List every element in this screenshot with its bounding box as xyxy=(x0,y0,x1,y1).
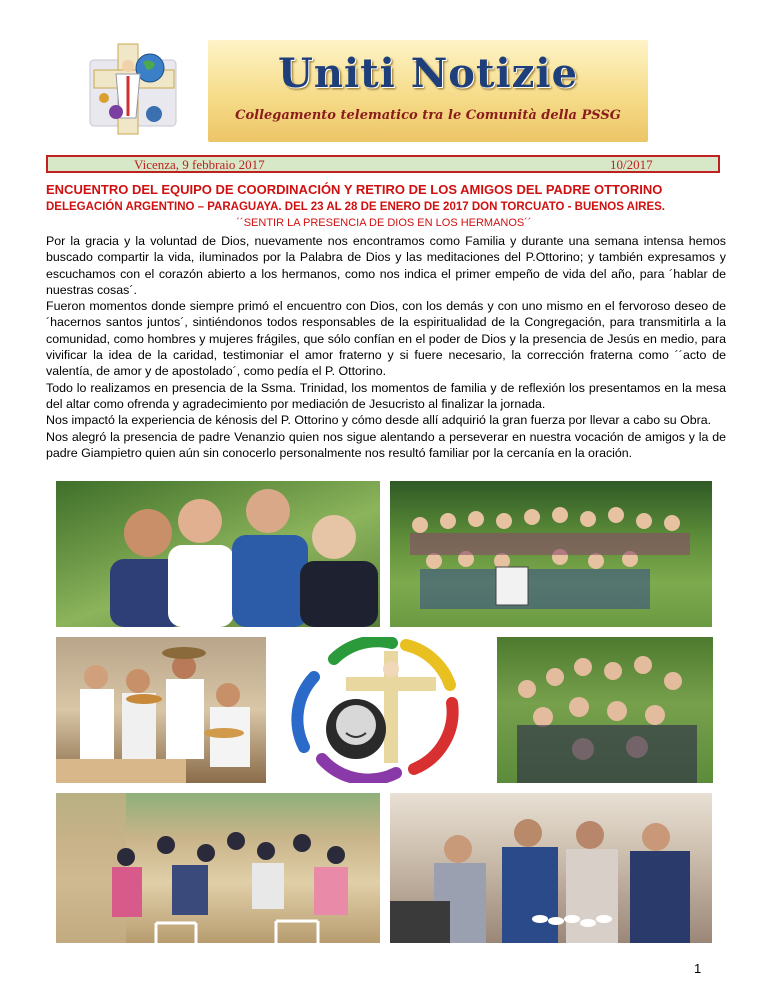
photo-group-selfie xyxy=(497,637,713,783)
photo-meeting-graphic xyxy=(56,793,380,943)
article-subheading: DELEGACIÓN ARGENTINO – PARAGUAYA. DEL 23 AL 28 DE ENERO DE 2017 DON TORCUATO - BUENOS AIRES. xyxy=(46,201,665,213)
paragraph: Por la gracia y la voluntad de Dios, nuevamente nos encontramos como Familia y durante una semana intensa hemos buscado compartir la vida, iluminados por la Palabra de Dios y las meditaciones del P.Ottorino; y también expresamos y escuchamos con el corazón abierto a los hermanos, como nos indica el primer empeño de vida del año, para ´hablar de nuestras cosas´. xyxy=(46,234,726,297)
masthead-title: Uniti Notizie xyxy=(277,50,579,97)
photo-food-serving xyxy=(56,637,266,783)
issue-number: 10/2017 xyxy=(610,157,653,172)
photo-kitchen-cooking xyxy=(390,793,712,943)
page-number: 1 xyxy=(694,961,702,976)
paragraph: Fueron momentos donde siempre primó el encuentro con Dios, con los demás y con uno mismo en el fervoroso deseo de ´hacernos santos juntos´, sintiéndonos todos responsables de la espiritualidad de la Congregación, para transmitirla a la comunidad, como hombres y mujeres frágiles, que sólo confían en el poder de Dios y la presencia de Jesús en medio, para vivificar la idea de la caridad, testimoniar el amor fraterno y si fuere necesario, la corrección fraterna como ´´acto de valentía, de amor y de apostolado´, como pedía el P. Ottorino. xyxy=(46,299,726,379)
photo-kitchen-graphic xyxy=(56,637,266,783)
photo-meeting-patio xyxy=(56,793,380,943)
masthead-banner xyxy=(208,40,648,142)
photo-selfie-graphic xyxy=(497,637,713,783)
paragraph: Nos alegró la presencia de padre Venanzio quien nos sigue alentando a perseverar en nuestra vocación de amigos y la de padre Giampietro quien aún sin conocerlo personalmente nos resultó familiar por la cercanía en la oración. xyxy=(46,429,726,460)
congregation-emblem xyxy=(274,637,490,783)
masthead-subtitle: Collegamento telematico tra le Comunità della PSSG xyxy=(235,108,621,123)
issue-date: Vicenza, 9 febbraio 2017 xyxy=(134,157,265,172)
photo-four-friends xyxy=(56,481,380,627)
article-body xyxy=(46,233,726,461)
paragraph: Todo lo realizamos en presencia de la Ssma. Trinidad, los momentos de familia y de reflexión los presentamos en la mesa del altar como ofrenda y agradecimiento por mediación de Jesucristo al finalizar la jornada. xyxy=(46,380,726,411)
article-heading: ENCUENTRO DEL EQUIPO DE COORDINACIÓN Y RETIRO DE LOS AMIGOS DEL PADRE OTTORINO xyxy=(46,182,663,197)
photo-group-graphic xyxy=(390,481,712,627)
date-bar xyxy=(46,155,720,173)
photo-cooking-graphic xyxy=(390,793,712,943)
logo xyxy=(88,38,208,140)
paragraph: Nos impactó la experiencia de kénosis del P. Ottorino y cómo desde allí adquirió la gran fuerza por llevar a cabo su Obra. xyxy=(46,413,712,428)
photo-people-graphic xyxy=(56,481,380,627)
photo-group-garden xyxy=(390,481,712,627)
logo-graphic xyxy=(88,38,208,140)
article-motto: ´´SENTIR LA PRESENCIA DE DIOS EN LOS HERMANOS´´ xyxy=(236,217,532,229)
emblem-graphic xyxy=(274,637,490,783)
